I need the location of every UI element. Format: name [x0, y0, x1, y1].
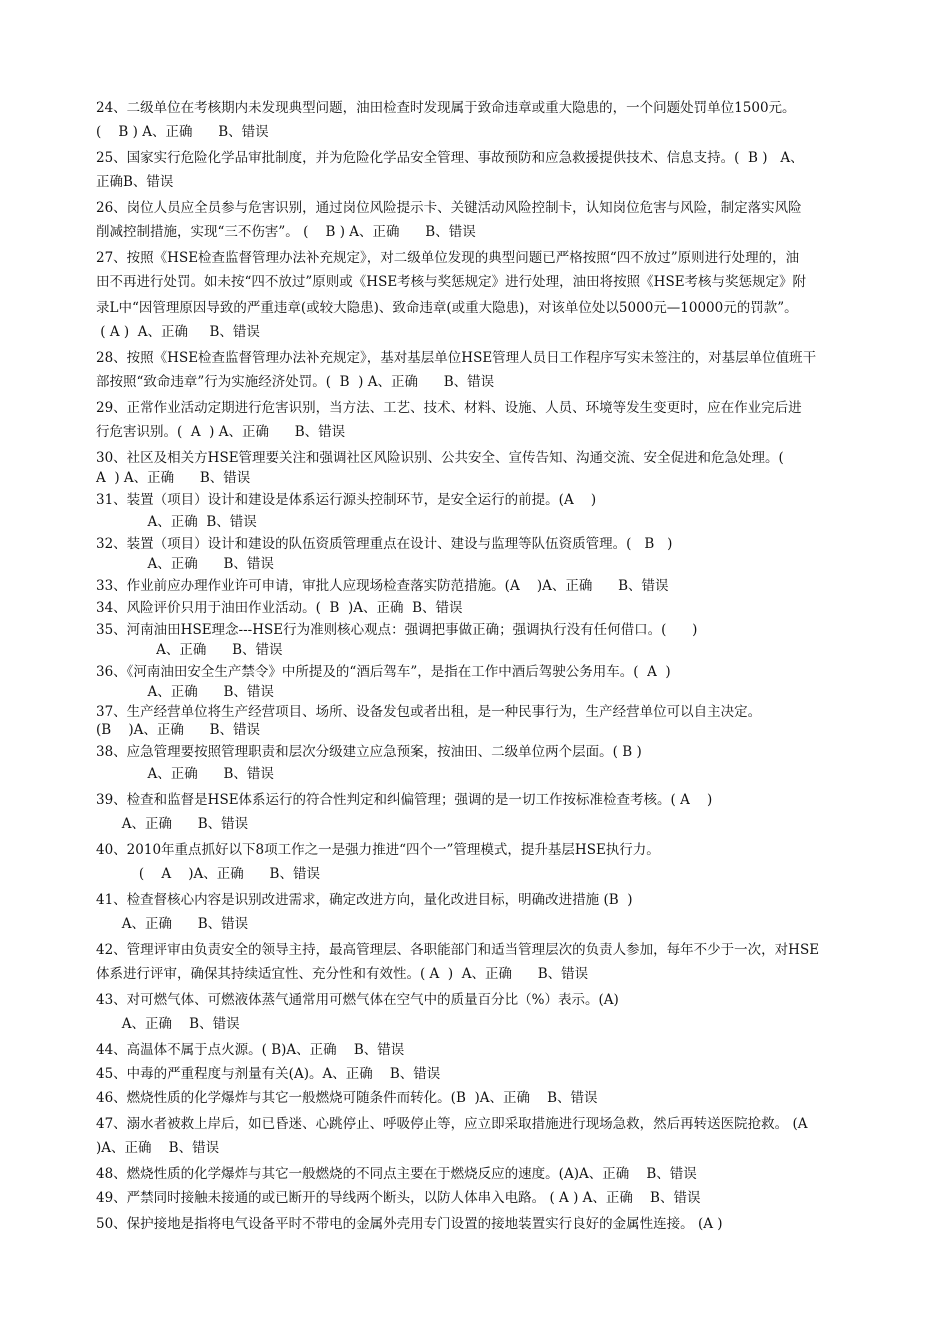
- text-line: 33、作业前应办理作业许可申请，审批人应现场检查落实防范措施。(A )A、正确 B、错误: [96, 578, 669, 594]
- text-line: 47、溺水者被救上岸后，如已昏迷、心跳停止、呼吸停止等，应立即采取措施进行现场急救，然后再转送医院抢救。 (A: [96, 1116, 808, 1132]
- text-line: 50、保护接地是指将电气设备平时不带电的金属外壳用专门设置的接地装置实行良好的金属性连接。 (A ): [96, 1216, 723, 1232]
- text-line: 24、二级单位在考核期内未发现典型问题，油田检查时发现属于致命违章或重大隐患的，一个问题处罚单位1500元。: [96, 100, 796, 116]
- text-line: A ) A、正确 B、错误: [96, 470, 251, 486]
- text-line: A、正确 B、错误: [96, 766, 274, 782]
- text-line: )A、正确 B、错误: [96, 1140, 220, 1156]
- text-line: A、正确 B、错误: [96, 916, 249, 932]
- text-line: 45、中毒的严重程度与剂量有关(A)。A、正确 B、错误: [96, 1066, 441, 1082]
- text-line: 36、《河南油田安全生产禁令》中所提及的“酒后驾车”，是指在工作中酒后驾驶公务用车。( A ): [96, 664, 671, 680]
- text-line: A、正确 B、错误: [96, 684, 274, 700]
- text-line: 39、检查和监督是HSE体系运行的符合性判定和纠偏管理；强调的是一切工作按标准检查考核。( A ): [96, 792, 713, 808]
- text-line: 37、生产经营单位将生产经营项目、场所、设备发包或者出租，是一种民事行为，生产经营单位可以自主决定。: [96, 704, 762, 720]
- text-line: 44、高温体不属于点火源。( B)A、正确 B、错误: [96, 1042, 405, 1058]
- text-line: ( B ) A、正确 B、错误: [96, 124, 269, 140]
- text-line: 25、国家实行危险化学品审批制度，并为危险化学品安全管理、事故预防和应急救援提供技术、信息支持。( B ) A、: [96, 150, 804, 166]
- text-line: 正确B、错误: [96, 174, 174, 190]
- text-line: A、正确 B、错误: [96, 556, 274, 572]
- text-line: (B )A、正确 B、错误: [96, 722, 261, 738]
- text-line: ( A ) A、正确 B、错误: [96, 324, 260, 340]
- text-line: 27、按照《HSE检查监督管理办法补充规定》，对二级单位发现的典型问题已严格按照“四不放过”原则进行处理的，油: [96, 250, 800, 266]
- text-line: 削减控制措施，实现“三不伤害”。 ( B ) A、正确 B、错误: [96, 224, 476, 240]
- text-line: 28、按照《HSE检查监督管理办法补充规定》，基对基层单位HSE管理人员日工作程序写实未签注的，对基层单位值班干: [96, 350, 817, 366]
- text-line: A、正确 B、错误: [96, 1016, 240, 1032]
- text-line: 40、2010年重点抓好以下8项工作之一是强力推进“四个一”管理模式，提升基层HSE执行力。: [96, 842, 660, 858]
- text-line: 田不再进行处罚。如未按“四不放过”原则或《HSE考核与奖惩规定》进行处理，油田将按照《HSE考核与奖惩规定》附: [96, 274, 807, 290]
- text-line: 32、装置（项目）设计和建设的队伍资质管理重点在设计、建设与监理等队伍资质管理。( B ): [96, 536, 673, 552]
- text-line: 48、燃烧性质的化学爆炸与其它一般燃烧的不同点主要在于燃烧反应的速度。(A)A、正确 B、错误: [96, 1166, 697, 1182]
- text-line: 26、岗位人员应全员参与危害识别，通过岗位风险提示卡、关键活动风险控制卡，认知岗位危害与风险，制定落实风险: [96, 200, 802, 216]
- text-line: A、正确 B、错误: [96, 816, 249, 832]
- text-line: 49、严禁同时接触未接通的或已断开的导线两个断头，以防人体串入电路。 ( A ) A、正确 B、错误: [96, 1190, 701, 1206]
- text-line: 42、管理评审由负责安全的领导主持，最高管理层、各职能部门和适当管理层次的负责人参加，每年不少于一次，对HSE: [96, 942, 820, 958]
- text-line: A、正确 B、错误: [96, 642, 283, 658]
- text-line: 31、装置（项目）设计和建设是体系运行源头控制环节，是安全运行的前提。(A ): [96, 492, 597, 508]
- text-line: 34、风险评价只用于油田作业活动。( B )A、正确 B、错误: [96, 600, 463, 616]
- text-line: A、正确 B、错误: [96, 514, 257, 530]
- text-line: 46、燃烧性质的化学爆炸与其它一般燃烧可随条件而转化。(B )A、正确 B、错误: [96, 1090, 598, 1106]
- text-line: 30、社区及相关方HSE管理要关注和强调社区风险识别、公共安全、宣传告知、沟通交流、安全促进和危急处理。(: [96, 450, 784, 466]
- text-line: 体系进行评审，确保其持续适宜性、充分性和有效性。( A ) A、正确 B、错误: [96, 966, 589, 982]
- text-line: ( A )A、正确 B、错误: [96, 866, 320, 882]
- text-line: 38、应急管理要按照管理职责和层次分级建立应急预案，按油田、二级单位两个层面。( B ): [96, 744, 642, 760]
- text-line: 41、检查督核心内容是识别改进需求，确定改进方向，量化改进目标，明确改进措施 (B ): [96, 892, 633, 908]
- text-line: 行危害识别。( A ) A、正确 B、错误: [96, 424, 346, 440]
- text-line: 43、对可燃气体、可燃液体蒸气通常用可燃气体在空气中的质量百分比（%）表示。(A): [96, 992, 619, 1008]
- text-line: 部按照“致命违章”行为实施经济处罚。( B ) A、正确 B、错误: [96, 374, 495, 390]
- text-line: 录L中“因管理原因导致的严重违章(或较大隐患)、致命违章(或重大隐患)，对该单位处以5000元—10000元的罚款”。: [96, 300, 798, 316]
- text-line: 35、河南油田HSE理念---HSE行为准则核心观点：强调把事做正确；强调执行没有任何借口。( ): [96, 622, 698, 638]
- text-line: 29、正常作业活动定期进行危害识别，当方法、工艺、技术、材料、设施、人员、环境等发生变更时，应在作业完后进: [96, 400, 802, 416]
